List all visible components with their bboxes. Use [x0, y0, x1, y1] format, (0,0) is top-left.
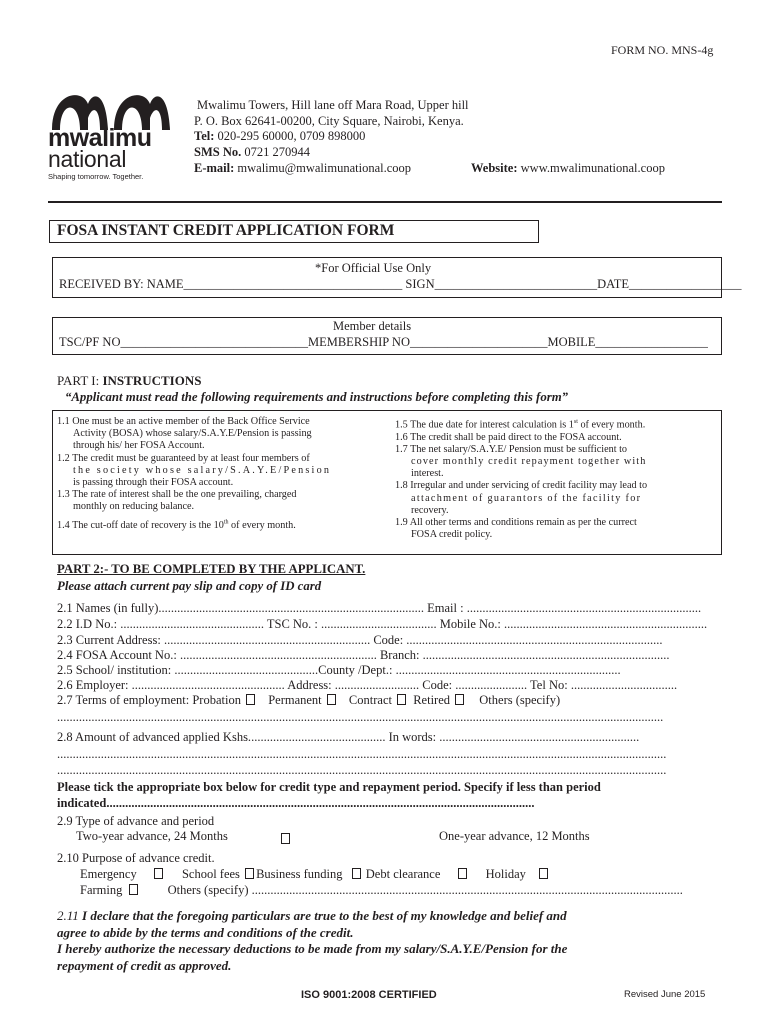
header-rule — [48, 201, 722, 203]
school-row: 2.5 School/ institution: ..............................................County /Dept.: ........................................................................ — [57, 663, 621, 677]
revised-date: Revised June 2015 — [624, 989, 706, 1000]
part2-heading: PART 2:- TO BE COMPLETED BY THE APPLICANT. — [57, 562, 366, 576]
logo-word-national: national — [48, 146, 127, 172]
debt-clearance-checkbox[interactable] — [458, 868, 467, 879]
instruction-1-2: 1.2 The credit must be guaranteed by at least four members of the society whose salary/S.A.Y.E/Pension is passing through their FOSA account. — [57, 452, 332, 489]
terms-row: 2.7 Terms of employment: Probation Permanent Contract Retired Others (specify) — [57, 693, 561, 707]
instruction-1-9: 1.9 All other terms and conditions remain as per the currect FOSA credit policy. — [395, 517, 637, 541]
address-line1: Mwalimu Towers, Hill lane off Mara Road, Upper hill — [197, 98, 469, 112]
instruction-1-7: 1.7 The net salary/S.A.Y.E/ Pension must be sufficient to cover monthly credit repayment together with interest. — [395, 443, 647, 480]
part1-subtitle: “Applicant must read the following requirements and instructions before completing this form” — [65, 390, 569, 404]
website-line: Website: www.mwalimunational.coop — [471, 161, 665, 175]
holiday-checkbox[interactable] — [539, 868, 548, 879]
address-row: 2.3 Current Address: .................................................................. Code: .................................................................................. — [57, 633, 663, 647]
probation-checkbox[interactable] — [246, 694, 255, 705]
employer-row: 2.6 Employer: ................................................. Address: ........................... Code: ....................... Tel No: .................................. — [57, 678, 678, 692]
instruction-1-8: 1.8 Irregular and under servicing of credit facility may lead to attachment of guarantors of the facility for recovery. — [395, 480, 648, 516]
iso-certification: ISO 9001:2008 CERTIFIED — [301, 989, 437, 1001]
amount-words-line-2: ................................................................................................................................................................................................... — [57, 763, 667, 777]
amount-row: 2.8 Amount of advanced applied Kshs............................................ In words: ................................................................ — [57, 730, 640, 744]
declaration-line1: 2.11 I declare that the foregoing particulars are true to the best of my knowledge and belief and — [57, 908, 567, 923]
permanent-checkbox[interactable] — [327, 694, 336, 705]
emergency-checkbox[interactable] — [154, 868, 163, 879]
address-line2: P. O. Box 62641-00200, City Square, Nairobi, Kenya. — [194, 114, 464, 128]
terms-specify-line: .................................................................................................................................................................................................. — [57, 710, 664, 724]
mwalimu-logo — [48, 84, 180, 184]
declaration-line2: agree to abide by the terms and conditions of the credit. — [57, 925, 354, 940]
form-title-box — [49, 220, 539, 243]
retired-checkbox[interactable] — [455, 694, 464, 705]
part1-heading: PART I: INSTRUCTIONS — [57, 373, 202, 388]
instruction-1-6: 1.6 The credit shall be paid direct to the FOSA account. — [395, 431, 622, 443]
instruction-1-1: 1.1 One must be an active member of the Back Office Service Activity (BOSA) whose salary/S.A.Y.E/Pension is passing through his/ her FOSA Account. — [57, 416, 312, 452]
declaration-line4: repayment of credit as approved. — [57, 958, 232, 973]
instructions-right-column — [395, 416, 707, 541]
tel-line: Tel: 020-295 60000, 0709 898000 — [194, 129, 366, 143]
instruction-1-5: 1.5 The due date for interest calculation is 1st of every month. — [395, 419, 646, 431]
type-heading: 2.9 Type of advance and period — [57, 814, 215, 828]
one-year-option: One-year advance, 12 Months — [439, 829, 590, 843]
tick-instruction-indicated: indicated......................................................................................................................................... — [57, 796, 535, 810]
fosa-account-row: 2.4 FOSA Account No.: ............................................................... Branch: ............................................................................... — [57, 648, 670, 662]
declaration-line3: I hereby authorize the necessary deductions to be made from my salary/S.A.Y.E/Pension for the — [57, 941, 568, 956]
logo-word-mwalimu: mwalimu — [48, 124, 152, 152]
email-line: E-mail: mwalimu@mwalimunational.coop — [194, 161, 412, 175]
member-details-row: TSC/PF NO______________________________MEMBERSHIP NO______________________MOBILE__________________ — [59, 335, 708, 349]
instruction-1-3: 1.3 The rate of interest shall be the one prevailing, charged monthly on reducing balance. — [57, 489, 297, 513]
purpose-row-1: Emergency School fees Business funding Debt clearance Holiday — [80, 867, 550, 882]
two-year-option: Two-year advance, 24 Months — [76, 829, 228, 843]
names-row: 2.1 Names (in fully)..................................................................................... Email : ........................................................................... — [57, 601, 702, 615]
school-fees-checkbox[interactable] — [245, 868, 254, 879]
contract-checkbox[interactable] — [397, 694, 406, 705]
tick-instruction: Please tick the appropriate box below for credit type and repayment period. Specify if less than period — [57, 780, 601, 794]
id-row: 2.2 I.D No.: .............................................. TSC No. : ..................................... Mobile No.: ................................................................. — [57, 617, 708, 631]
sms-line: SMS No. 0721 270944 — [194, 145, 310, 159]
purpose-heading: 2.10 Purpose of advance credit. — [57, 851, 215, 865]
farming-checkbox[interactable] — [129, 884, 138, 895]
instruction-1-4: 1.4 The cut-off date of recovery is the 10th of every month. — [57, 519, 296, 532]
purpose-row-2: Farming Others (specify) .......................................................................................................................................... — [80, 883, 683, 897]
two-year-checkbox[interactable] — [281, 833, 290, 844]
member-details-heading: Member details — [333, 319, 412, 333]
form-title: FOSA INSTANT CREDIT APPLICATION FORM — [57, 222, 395, 239]
instructions-left-column — [57, 416, 377, 532]
business-funding-checkbox[interactable] — [352, 868, 361, 879]
amount-words-line-1: ................................................................................................................................................................................................... — [57, 747, 667, 761]
form-number: FORM NO. MNS-4g — [611, 43, 714, 57]
received-by-row: RECEIVED BY: NAME___________________________________ SIGN__________________________DATE__________________ — [59, 277, 742, 291]
logo-tagline: Shaping tomorrow. Together. — [48, 172, 144, 181]
part2-subtitle: Please attach current pay slip and copy of ID card — [57, 579, 322, 593]
official-use-heading: *For Official Use Only — [315, 261, 432, 275]
